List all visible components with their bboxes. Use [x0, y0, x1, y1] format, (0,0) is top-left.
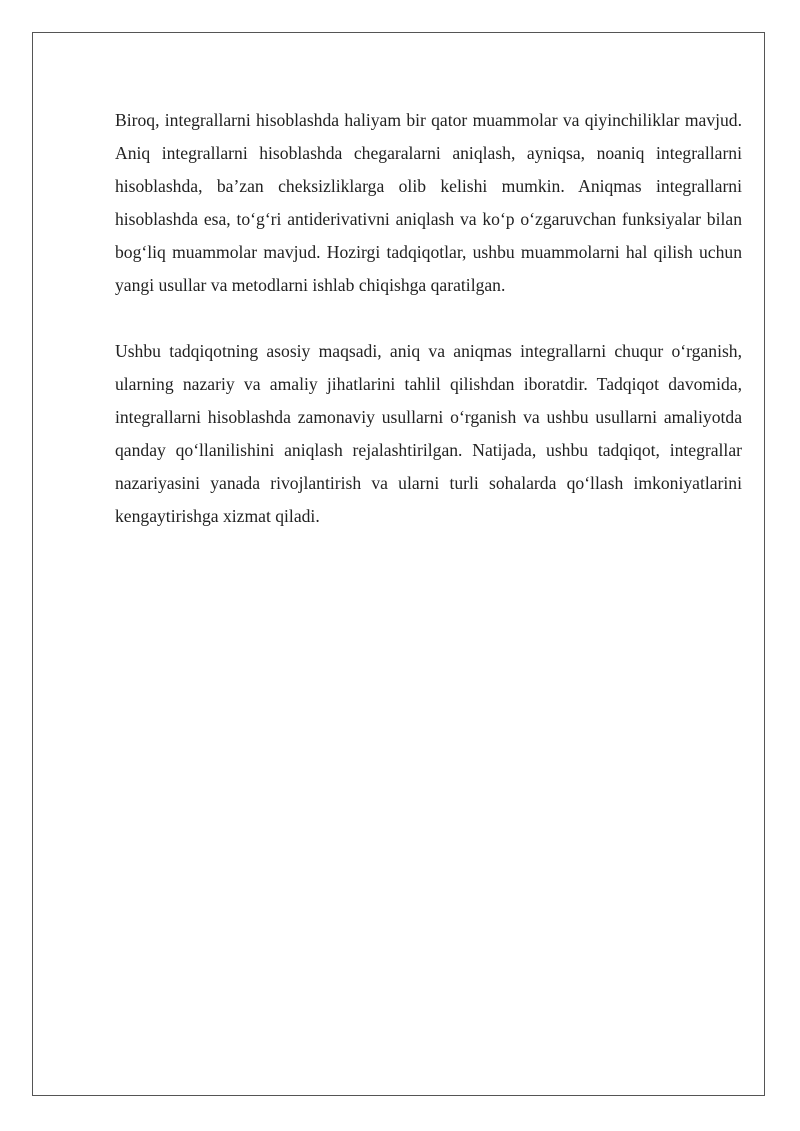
- document-body: [115, 104, 742, 533]
- paragraph-2: Ushbu tadqiqotning asosiy maqsadi, aniq va aniqmas integrallarni chuqur o‘rganish, ularning nazariy va amaliy jihatlarini tahlil qilishdan iboratdir. Tadqiqot davomida, integrallarni hisoblashda zamonaviy usullarni o‘rganish va ushbu usullarni amaliyotda qanday qo‘llanilishini aniqlash rejalashtirilgan. Natijada, ushbu tadqiqot, integrallar nazariyasini yanada rivojlantirish va ularni turli sohalarda qo‘llash imkoniyatlarini kengaytirishga xizmat qiladi.: [115, 341, 742, 526]
- paragraph-1: Biroq, integrallarni hisoblashda haliyam bir qator muammolar va qiyinchiliklar mavjud. Aniq integrallarni hisoblashda chegaralarni aniqlash, ayniqsa, noaniq integrallarni hisoblashda, ba’zan cheksizliklarga olib kelishi mumkin. Aniqmas integrallarni hisoblashda esa, to‘g‘ri antiderivativni aniqlash va ko‘p o‘zgaruvchan funksiyalar bilan bog‘liq muammolar mavjud. Hozirgi tadqiqotlar, ushbu muammolarni hal qilish uchun yangi usullar va metodlarni ishlab chiqishga qaratilgan.: [115, 110, 742, 295]
